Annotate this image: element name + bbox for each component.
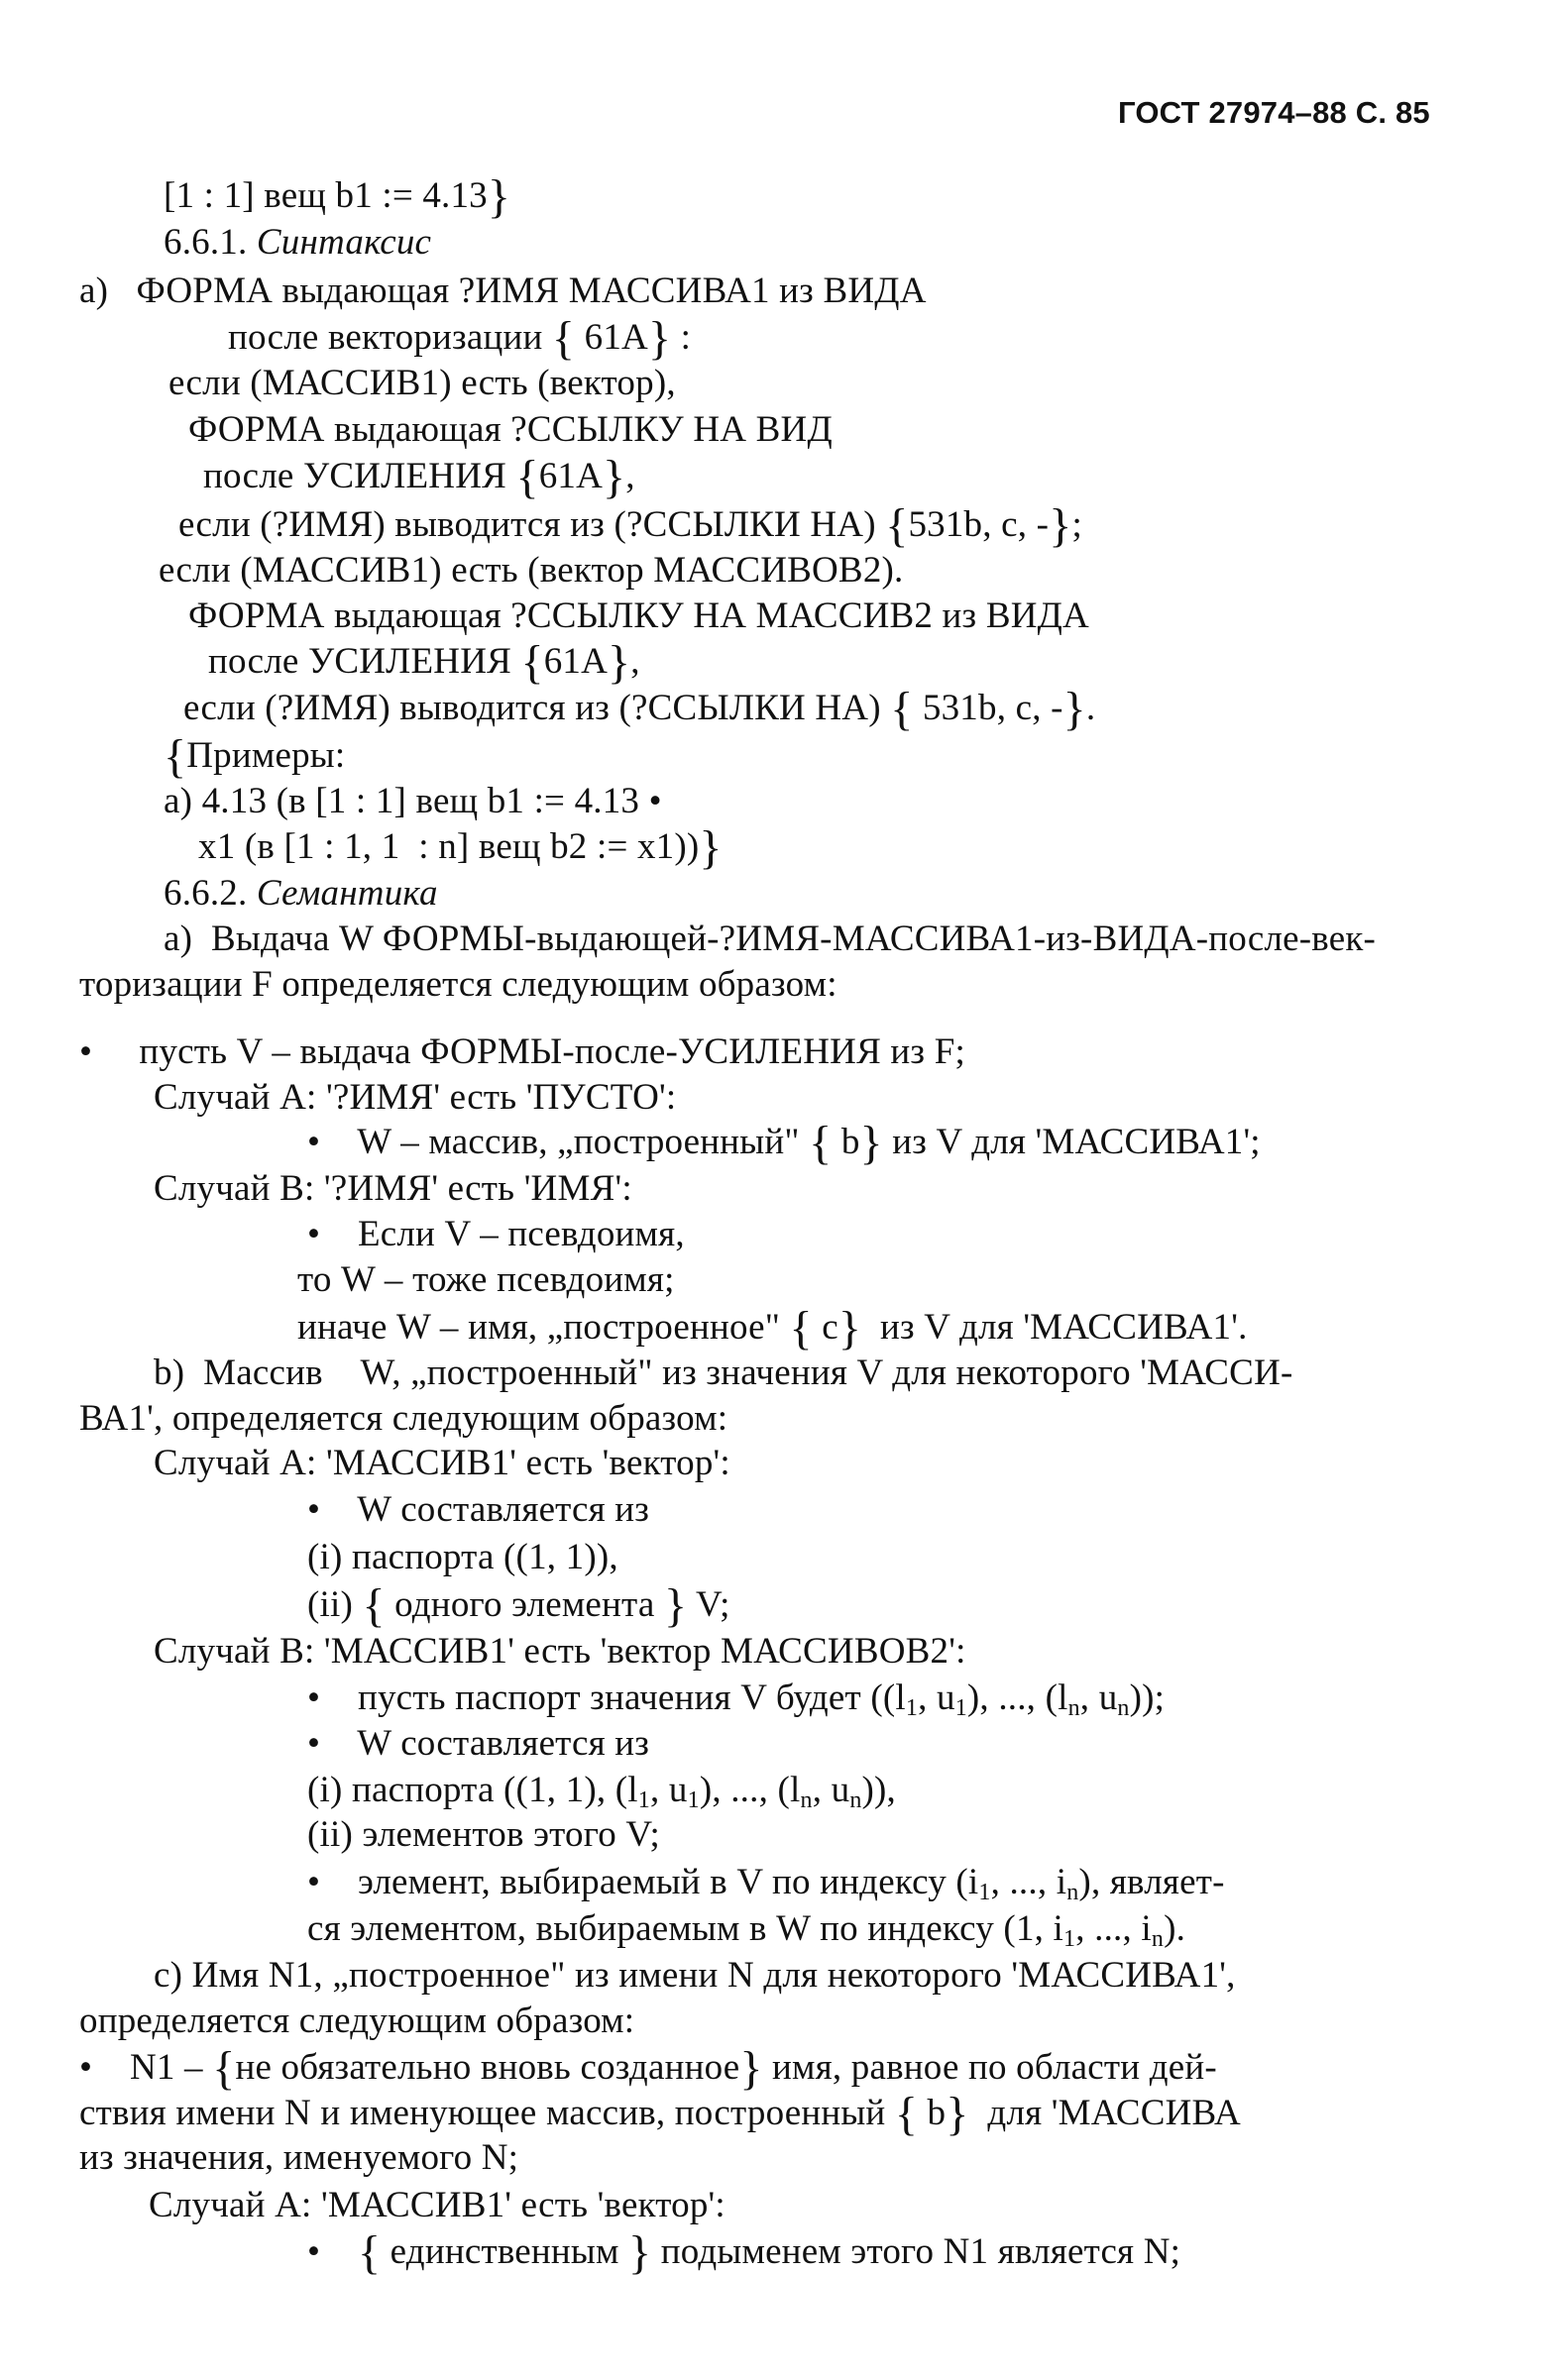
text-line — [154, 1167, 632, 1211]
brace-glyph: { — [515, 451, 539, 503]
text-run: • — [307, 2231, 358, 2272]
text-run: 531b, c, - — [913, 688, 1063, 728]
text-run: ВА1', определяется следующим образом: — [79, 1398, 728, 1439]
text-run: [1 : 1] вещ b1 := 4.13 — [164, 175, 488, 216]
text-run: Случай B: 'МАССИВ1' есть 'вектор МАССИВОВ2': — [154, 1631, 966, 1672]
text-line — [159, 549, 904, 593]
text-line — [307, 1488, 649, 1532]
text-line — [79, 2136, 518, 2180]
text-run: , ..., i — [990, 1862, 1067, 1902]
text-run: после векторизации — [228, 317, 552, 358]
text-line — [307, 1907, 1185, 1961]
brace-glyph: } — [603, 451, 626, 503]
text-line — [79, 1030, 965, 1074]
subscript: n — [1117, 1695, 1130, 1721]
text-run: единственным — [381, 2231, 629, 2272]
brace-glyph: { — [890, 683, 914, 735]
text-line — [79, 963, 837, 1007]
text-run: Случай A: 'МАССИВ1' есть 'вектор': — [149, 2185, 725, 2225]
subscript: n — [1151, 1926, 1165, 1952]
subscript: 1 — [687, 1787, 700, 1813]
text-run: если (?ИМЯ) выводится из (?ССЫЛКИ НА) — [183, 688, 891, 728]
text-line — [198, 821, 723, 874]
text-run: ся элементом, выбираемым в W по индексу (1, i — [307, 1908, 1064, 1949]
subscript: 1 — [905, 1695, 919, 1721]
text-run: • N1 – — [79, 2047, 213, 2088]
text-run: ; — [1071, 504, 1082, 545]
text-run: V; — [687, 1584, 730, 1625]
text-line — [307, 1117, 1261, 1169]
text-run: 6.6.2. — [164, 873, 257, 914]
brace-glyph: { — [164, 730, 187, 783]
text-run: . — [1085, 688, 1096, 728]
subscript: 1 — [954, 1695, 967, 1721]
subscript: 1 — [1063, 1926, 1076, 1952]
subscript: n — [1066, 1880, 1079, 1905]
text-run: • W составляется из — [307, 1723, 650, 1764]
text-line — [154, 1076, 676, 1120]
text-line — [154, 1630, 966, 1674]
text-run: b) Массив W, „построенный" из значения V для некоторого 'МАССИ- — [154, 1352, 1293, 1393]
brace-glyph: } — [1049, 499, 1072, 552]
brace-glyph: { — [520, 636, 544, 689]
text-run: , — [625, 456, 635, 496]
text-line — [79, 2042, 1217, 2095]
text-line — [297, 1302, 1248, 1354]
text-run: после УСИЛЕНИЯ — [208, 641, 521, 682]
text-run: , — [630, 641, 640, 682]
brace-glyph: { — [212, 2042, 236, 2095]
text-run: • пусть паспорт значения V будет ((l — [307, 1677, 906, 1718]
text-line — [79, 2000, 634, 2043]
text-line — [164, 780, 662, 823]
text-run: ствия имени N и именующее массив, построенный — [79, 2093, 895, 2133]
text-run: (ii) элементов этого V; — [307, 1814, 661, 1855]
text-run: , u — [1079, 1677, 1118, 1718]
text-line — [178, 499, 1082, 552]
text-run: из значения, именуемого N; — [79, 2137, 519, 2178]
text-run: 61A — [543, 641, 609, 682]
text-run: подыменем этого N1 является N; — [651, 2231, 1181, 2272]
text-run: (i) паспорта ((1, 1)), — [307, 1537, 618, 1577]
text-line — [79, 270, 927, 313]
text-run: 6.6.1. — [164, 222, 257, 263]
subscript: n — [849, 1787, 862, 1813]
text-line — [188, 408, 833, 452]
text-line — [188, 595, 1089, 638]
text-run: x1 (в [1 : 1, 1 : n] вещ b2 := x1)) — [198, 826, 700, 867]
text-run: Случай A: 'МАССИВ1' есть 'вектор': — [154, 1443, 730, 1483]
italic-heading: Семантика — [256, 873, 438, 914]
text-line — [307, 1579, 730, 1632]
text-line — [168, 362, 676, 405]
text-run: из V для 'МАССИВА1'. — [861, 1307, 1248, 1348]
text-run: ), ..., (l — [699, 1770, 801, 1810]
text-run: (i) паспорта ((1, 1), (l — [307, 1770, 638, 1810]
text-run: ), ..., (l — [966, 1677, 1068, 1718]
text-run: 531b, c, - — [908, 504, 1050, 545]
text-run: 61A — [575, 317, 648, 358]
brace-glyph: { — [357, 2226, 382, 2279]
text-run: то W – тоже псевдоимя; — [297, 1259, 675, 1300]
text-line — [307, 1536, 618, 1579]
text-run: • элемент, выбираемый в V по индексу (i — [307, 1862, 979, 1902]
brace-glyph: { — [894, 2088, 919, 2140]
brace-glyph: } — [487, 170, 511, 223]
text-line — [154, 1352, 1293, 1395]
brace-glyph: } — [663, 1579, 688, 1632]
text-line — [203, 451, 635, 503]
brace-glyph: { — [551, 312, 576, 365]
text-run: не обязательно вновь созданное — [235, 2047, 740, 2088]
text-run: • пусть V – выдача ФОРМЫ-после-УСИЛЕНИЯ из F; — [79, 1031, 965, 1072]
text-run: • W – массив, „построенный" — [307, 1122, 810, 1162]
text-line — [183, 683, 1096, 735]
text-line — [164, 730, 346, 783]
text-run: ). — [1164, 1908, 1186, 1949]
text-run: , u — [918, 1677, 955, 1718]
text-line — [307, 2226, 1181, 2279]
text-run: • W составляется из — [307, 1489, 650, 1530]
text-run: b — [832, 1122, 860, 1162]
subscript: 1 — [978, 1880, 991, 1905]
text-run: a) 4.13 (в [1 : 1] вещ b1 := 4.13 • — [164, 781, 662, 821]
brace-glyph: } — [628, 2226, 652, 2279]
text-line — [79, 2088, 1241, 2140]
text-run: Случай B: '?ИМЯ' есть 'ИМЯ': — [154, 1168, 632, 1209]
text-run: 61A — [538, 456, 604, 496]
text-run: )), — [861, 1770, 897, 1810]
text-run: одного элемента — [385, 1584, 664, 1625]
text-run: , u — [650, 1770, 688, 1810]
text-run: b — [918, 2093, 947, 2133]
subscript: n — [800, 1787, 813, 1813]
text-run: • Если V – псевдоимя, — [307, 1214, 685, 1254]
text-line — [149, 2184, 725, 2227]
text-run: ), являет- — [1078, 1862, 1225, 1902]
text-run: иначе W – имя, „построенное" — [297, 1307, 790, 1348]
italic-heading: Синтаксис — [256, 222, 432, 263]
text-run: ФОРМА выдающая ?ССЫЛКУ НА ВИД — [188, 409, 833, 450]
text-line — [79, 1397, 727, 1441]
text-run: , u — [812, 1770, 850, 1810]
brace-glyph: } — [739, 2042, 763, 2095]
subscript: n — [1067, 1695, 1080, 1721]
text-run: : — [671, 317, 692, 358]
text-run: после УСИЛЕНИЯ — [203, 456, 516, 496]
text-line — [164, 918, 1376, 961]
page-header: ГОСТ 27974–88 С. 85 — [1118, 95, 1430, 130]
text-run: торизации F определяется следующим образом: — [79, 964, 837, 1005]
text-run: имя, равное по области дей- — [762, 2047, 1217, 2088]
brace-glyph: } — [1062, 683, 1086, 735]
text-run: если (МАССИВ1) есть (вектор МАССИВОВ2). — [159, 550, 904, 591]
text-run: (ii) — [307, 1584, 363, 1625]
text-line — [297, 1258, 675, 1302]
text-run: a) Выдача W ФОРМЫ-выдающей-?ИМЯ-МАССИВА1-из-ВИДА-после-век- — [164, 919, 1377, 959]
text-run: c) Имя N1, „построенное" из имени N для некоторого 'МАССИВА1', — [154, 1955, 1236, 1996]
text-run: a) ФОРМА выдающая ?ИМЯ МАССИВА1 из ВИДА — [79, 270, 927, 311]
subscript: 1 — [637, 1787, 650, 1813]
brace-glyph: { — [809, 1117, 833, 1169]
text-line — [307, 1861, 1225, 1914]
text-run: )); — [1129, 1677, 1166, 1718]
text-run: если (?ИМЯ) выводится из (?ССЫЛКИ НА) — [178, 504, 886, 545]
text-line — [164, 221, 431, 265]
text-line — [164, 872, 438, 916]
text-line — [164, 170, 511, 223]
text-run: если (МАССИВ1) есть (вектор), — [168, 363, 676, 403]
text-line — [307, 1722, 649, 1766]
brace-glyph: { — [789, 1302, 813, 1354]
text-line — [307, 1813, 660, 1857]
text-run: c — [812, 1307, 838, 1348]
text-run: из V для 'МАССИВА1'; — [882, 1122, 1261, 1162]
text-line — [307, 1213, 685, 1256]
brace-glyph: } — [608, 636, 631, 689]
text-run: Случай A: '?ИМЯ' есть 'ПУСТО': — [154, 1077, 677, 1118]
text-run: определяется следующим образом: — [79, 2001, 635, 2041]
brace-glyph: } — [699, 821, 723, 874]
brace-glyph: } — [859, 1117, 883, 1169]
brace-glyph: { — [362, 1579, 386, 1632]
text-run: для 'МАССИВА — [968, 2093, 1241, 2133]
text-line — [154, 1442, 730, 1485]
brace-glyph: } — [647, 312, 672, 365]
text-line — [228, 312, 692, 365]
text-run: ФОРМА выдающая ?ССЫЛКУ НА МАССИВ2 из ВИДА — [188, 595, 1089, 636]
text-run: , ..., i — [1075, 1908, 1152, 1949]
brace-glyph: { — [885, 499, 909, 552]
text-run: Примеры: — [186, 735, 346, 776]
text-line — [154, 1954, 1236, 1998]
brace-glyph: } — [946, 2088, 969, 2140]
brace-glyph: } — [837, 1302, 862, 1354]
text-line — [208, 636, 640, 689]
